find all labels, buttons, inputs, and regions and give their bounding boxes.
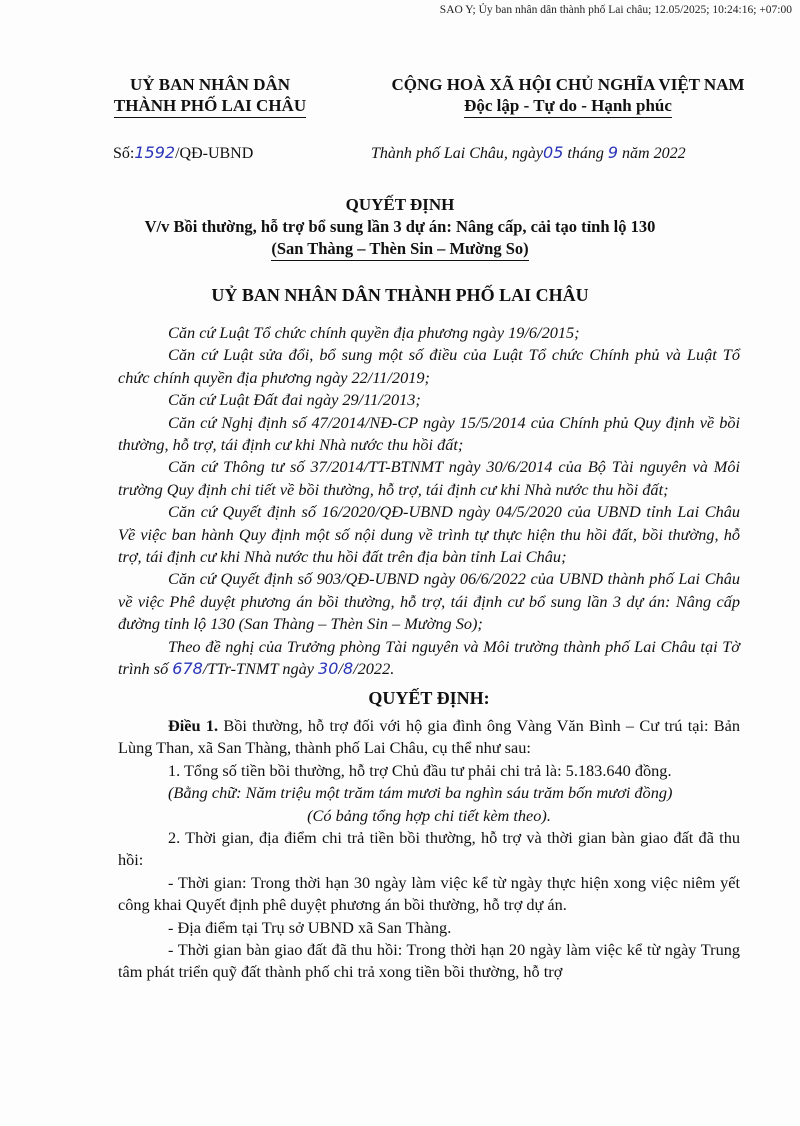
document-title: QUYẾT ĐỊNH	[345, 195, 455, 214]
handover-bullet: - Thời gian bàn giao đất đã thu hồi: Trong thời hạn 20 ngày làm việc kể từ ngày Trung tâm phát triển quỹ đất thành phố chi trả xong tiền bồi thường, hỗ trợ	[118, 939, 740, 982]
authority-line-1: UỶ BAN NHÂN DÂN	[129, 75, 291, 94]
article-1-label: Điều 1.	[168, 715, 219, 735]
date-place: Thành phố Lai Châu, ngày	[371, 145, 544, 162]
doc-number-suffix: /QĐ-UBND	[175, 145, 254, 162]
date-month-word: tháng	[567, 145, 604, 162]
proposal-text: Theo đề nghị của Trưởng phòng Tài nguyên và Môi trường thành phố Lai Châu tại Tờ trình số	[118, 636, 740, 679]
doc-number-prefix: Số:	[113, 145, 135, 162]
handwritten-number: 1592	[134, 143, 176, 162]
decision-heading: QUYẾT ĐỊNH:	[368, 687, 490, 708]
national-motto-header	[358, 74, 778, 118]
legal-basis: Căn cứ Luật Tổ chức chính quyền địa phương ngày 19/6/2015;	[168, 323, 580, 342]
article-1	[118, 715, 740, 760]
legal-basis: Căn cứ Nghị định số 47/2014/NĐ-CP ngày 15/5/2014 của Chính phủ Quy định về bồi thường, hỗ trợ, tái định cư khi Nhà nước thu hồi đất;	[118, 412, 740, 455]
handwritten-day: 05	[543, 143, 564, 162]
attachment-note: (Có bảng tổng hợp chi tiết kèm theo).	[307, 805, 551, 825]
article-1-item-1: 1. Tổng số tiền bồi thường, hỗ trợ Chủ đầu tư phải chi trả là: 5.183.640 đồng.	[168, 760, 672, 780]
country-name: CỘNG HOÀ XÃ HỘI CHỦ NGHĨA VIỆT NAM	[391, 75, 745, 94]
date-year: năm 2022	[622, 145, 686, 162]
document-number	[113, 143, 253, 163]
proposal-text-2: /TTr-TNMT ngày	[202, 659, 314, 679]
document-body	[118, 322, 740, 984]
amount-in-words: (Bằng chữ: Năm triệu một trăm tám mươi ba nghìn sáu trăm bốn mươi đồng)	[168, 783, 673, 803]
article-1-item-2: 2. Thời gian, địa điểm chi trả tiền bồi thường, hỗ trợ và thời gian bàn giao đất đã thu hồi:	[118, 827, 740, 870]
legal-basis: Căn cứ Luật Đất đai ngày 29/11/2013;	[168, 390, 421, 410]
authority-line-2: THÀNH PHỐ LAI CHÂU	[114, 95, 306, 118]
issuing-authority-header	[60, 74, 360, 118]
legal-basis: Căn cứ Quyết định số 16/2020/QĐ-UBND ngày 04/5/2020 của UBND tỉnh Lai Châu Về việc ban hành Quy định một số nội dung về trình tự thực hiện thu hồi đất, bồi thường, hỗ trợ, tái định cư khi Nhà nước thu hồi đất trên địa bàn tỉnh Lai Châu;	[118, 502, 740, 567]
subject-line-2-text: (San Thàng – Thèn Sin – Mường So)	[271, 239, 528, 261]
handwritten-month: 9	[607, 143, 619, 162]
handwritten-submission-day: 30	[318, 659, 339, 679]
proposal-year: /2022.	[353, 659, 395, 679]
legal-basis: Căn cứ Quyết định số 903/QĐ-UBND ngày 06/6/2022 của UBND thành phố Lai Châu về việc Phê duyệt phương án bồi thường, hỗ trợ, tái định cư bổ sung lần 3 dự án: Nâng cấp đường tỉnh lộ 130 (San Thàng – Thèn Sin – Mường So);	[118, 569, 740, 634]
digital-copy-stamp: SAO Y; Ủy ban nhân dân thành phố Lai châu; 12.05/2025; 10:24:16; +07:00	[439, 4, 792, 16]
legal-basis: Căn cứ Luật sửa đổi, bổ sung một số điều của Luật Tổ chức Chính phủ và Luật Tổ chức chính quyền địa phương ngày 22/11/2019;	[118, 345, 740, 387]
subject-line-1: V/v Bồi thường, hỗ trợ bổ sung lần 3 dự án: Nâng cấp, cải tạo tỉnh lộ 130	[144, 217, 656, 236]
handwritten-submission-month: 8	[342, 659, 354, 679]
article-1-text: Bồi thường, hỗ trợ đối với hộ gia đình ông Vàng Văn Bình – Cư trú tại: Bản Lùng Than, xã San Thàng, thành phố Lai Châu, cụ thể như sau:	[118, 715, 741, 758]
date-separator: /	[338, 659, 343, 679]
issuer-heading: UỶ BAN NHÂN DÂN THÀNH PHỐ LAI CHÂU	[211, 285, 589, 305]
date-line	[371, 143, 686, 163]
handwritten-submission-number: 678	[172, 659, 203, 679]
motto: Độc lập - Tự do - Hạnh phúc	[464, 95, 672, 118]
legal-basis: Căn cứ Thông tư số 37/2014/TT-BTNMT ngày 30/6/2014 của Bộ Tài nguyên và Môi trường Quy định chi tiết về bồi thường, hỗ trợ, tái định cư khi Nhà nước thu hồi đất;	[118, 457, 740, 499]
location-bullet: - Địa điểm tại Trụ sở UBND xã San Thàng.	[168, 917, 452, 937]
time-bullet: - Thời gian: Trong thời hạn 30 ngày làm việc kể từ ngày thực hiện xong việc niêm yết công khai Quyết định phê duyệt phương án bồi thường, hỗ trợ dự án.	[118, 872, 740, 915]
proposal-basis	[118, 636, 740, 681]
subject-line-2	[0, 239, 800, 261]
